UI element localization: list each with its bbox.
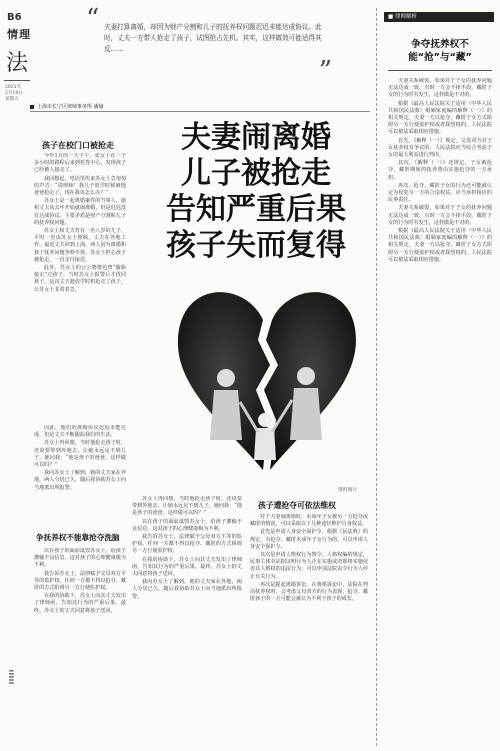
- main-headline: [136, 120, 376, 264]
- top-rule: [30, 111, 370, 112]
- section-number: B6: [7, 12, 22, 23]
- col1-body: 今年1月的一天下午，张女士在一个多小时的路程后来到托育中心，发现孩子已经被人接走了。 我回想起，电话里传来苏女士急匆匆的声音：“请律师！我儿子放学时候被他爸爸抢走了，现在我该怎么办？” 苏女士是一起离婚案件的当事人，她和丈夫从去年开始就闹离婚，但是迟迟没有达成协议。主要矛盾是财产分割和儿子的抚养权问题。 苏女士和丈夫育有一名八岁的儿子，平时一直由苏女士照顾，丈夫在外地工作。最近丈夫回到上海，两人因为离婚和孩子抚养问题争吵不休。苏女士担心孩子被抢走，一直亲自接送。 此外，苏女士的公公婆婆也曾“偷偷接走”过孩子，当时苏女士报警后才找回孩子。这次丈夫趁放学时机抢走了孩子，让苏女士非常着急。: [34, 153, 126, 293]
- author-line: 上海市长宁区律师事务所 潘瑜: [30, 103, 104, 110]
- headline-line-3: 告知严重后果: [166, 192, 346, 227]
- subhead-3: 孩子遭抢夺可依法维权: [258, 501, 336, 510]
- subhead-2: 争抚养权不能靠抢夺洗脑: [36, 533, 120, 542]
- header-rule: [4, 80, 30, 81]
- section-sub: 法: [6, 51, 29, 76]
- headline-line-4: 孩子失而复得: [166, 228, 346, 263]
- tag-marker-icon: ■: [388, 14, 395, 20]
- broken-heart-illustration: [160, 270, 372, 492]
- sidebar-divider: [376, 8, 377, 746]
- headline-line-1: 夫妻闹离婚: [181, 120, 331, 155]
- issue-date: 2021年 2月19日 星期五: [5, 85, 23, 102]
- sidebar-tag: ■ 律师解析: [384, 12, 494, 22]
- sidebar-body: 夫妻关系破裂，如果对于子女的抚养问题无法达成一致，有时一方会不择手段，藏匿子女的行为时有发生，这样做是不对的。 根据《最高人民法院关于适用〈中华人民共和国民法典〉婚姻家庭编的解释（一）》的相关规定，夫妻一方以抢夺、藏匿子女方式阻碍另一方行使监护权或者探望权的，人民法院可以依法采取相应措施。 首先，《解释（一）》规定，父母双方对子女抚养权有争议的，人民法院应当综合考虑子女的最大利益进行判决。 其次，《解释（一）》还规定，子女被抢夺、藏匿期间的抚养费由实施抢夺的一方承担。 再次，抢夺、藏匿子女的行为还可能被认定为侵犯另一方的合法权益，应当承担相应的民事责任。 夫妻关系破裂，如果对于子女的抚养问题无法达成一致，有时一方会不择手段，藏匿子女的行为时有发生，这样做是不对的。 根据《最高人民法院关于适用〈中华人民共和国民法典〉婚姻家庭编的解释（一）》的相关规定，夫妻一方以抢夺、藏匿子女方式阻碍另一方行使监护权或者探望权的，人民法院可以依法采取相应措施。: [388, 78, 492, 263]
- sidebar-title-rule: [388, 70, 492, 71]
- col1-body-2: 因此，他们的离婚协议迟迟未能达成，但是丈夫不断跟踪我们的生活。 苏女士再回想，当时他抢走孩子时，还说要带到外地去，让她永远见不到儿子。她问我：“他是孩子的爸爸，这样做可以吗？” 我向苏女士了解到，她的丈夫家在外地，两人分居已久。随后我协助苏女士向当地派出所报警。: [34, 425, 126, 491]
- broken-heart-icon: [160, 270, 372, 492]
- square-icon: [30, 105, 34, 109]
- quote-mark-icon: “: [86, 4, 100, 34]
- headline-line-2: 儿子被抢走: [181, 156, 331, 191]
- sidebar-title: 争夺抚养权不能“抢”与“藏”: [408, 39, 472, 63]
- col1-body-3: 以在孩子的面前诋毁苏女士，给孩子灌输不良信息，这对孩子的心理健康极为不利。 我告诉苏女士，法律赋予父母双方平等的监护权，任何一方都不得以抢夺、藏匿的方式阻碍另一方行使监护权。 在我的协助下，苏女士向其丈夫发出了律师函，告知其行为的严重后果。最终，苏女士的丈夫同意将孩子送回。: [34, 548, 126, 614]
- subhead-1: 孩子在校门口被抢走: [42, 141, 114, 150]
- section-name: 情理: [7, 28, 31, 41]
- col2-body: 苏女士再回想，当时他抢走孩子时，还说要带到外地去，让她永远见不到儿子。她问我：“他是孩子的爸爸，这样做可以吗？” 以在孩子的面前诋毁苏女士，给孩子灌输不良信息，这对孩子的心理健康极为不利。 我告诉苏女士，法律赋予父母双方平等的监护权，任何一方都不得以抢夺、藏匿的方式阻碍另一方行使监护权。 在我的协助下，苏女士向其丈夫发出了律师函，告知其行为的严重后果。最终，苏女士的丈夫同意将孩子送回。 我向苏女士了解到，她的丈夫家在外地，两人分居已久。随后我协助苏女士向当地派出所报警。: [132, 496, 242, 600]
- col3-body: 对于夫妻闹离婚时，未成年子女被另一方抢夺或藏匿的情况，可以采取以下几种途径维护自身权益。 首先是申请人身安全保护令。根据《民法典》的规定，有抢夺、藏匿未成年子女行为的，可以申请人身安全保护令。 其次是申请人格权行为禁令。人格权编的规定，民事主体有证据证明行为人正在实施或者即将实施侵害其人格权的违法行为，可以申请法院责令行为人停止有关行为。 再次是提起离婚诉讼。在离婚诉讼中，法院在判决抚养权时，会考虑父母双方的行为表现，抢夺、藏匿孩子的一方可能会被认为不利于孩子的成长。: [250, 514, 368, 603]
- editor-credit: ▌▌▌▌▌: [9, 670, 14, 686]
- quote-mark-close-icon: ”: [318, 56, 332, 86]
- image-caption: 资料图片: [338, 488, 358, 493]
- lead-quote: “ 夫妻打算离婚，却因为财产分割和儿子的抚养权问题迟迟未能达成协议。此时，丈夫一方带人抢走了孩子，试图抢占先机。其实，这样做效可能适得其反…… ”: [86, 4, 332, 86]
